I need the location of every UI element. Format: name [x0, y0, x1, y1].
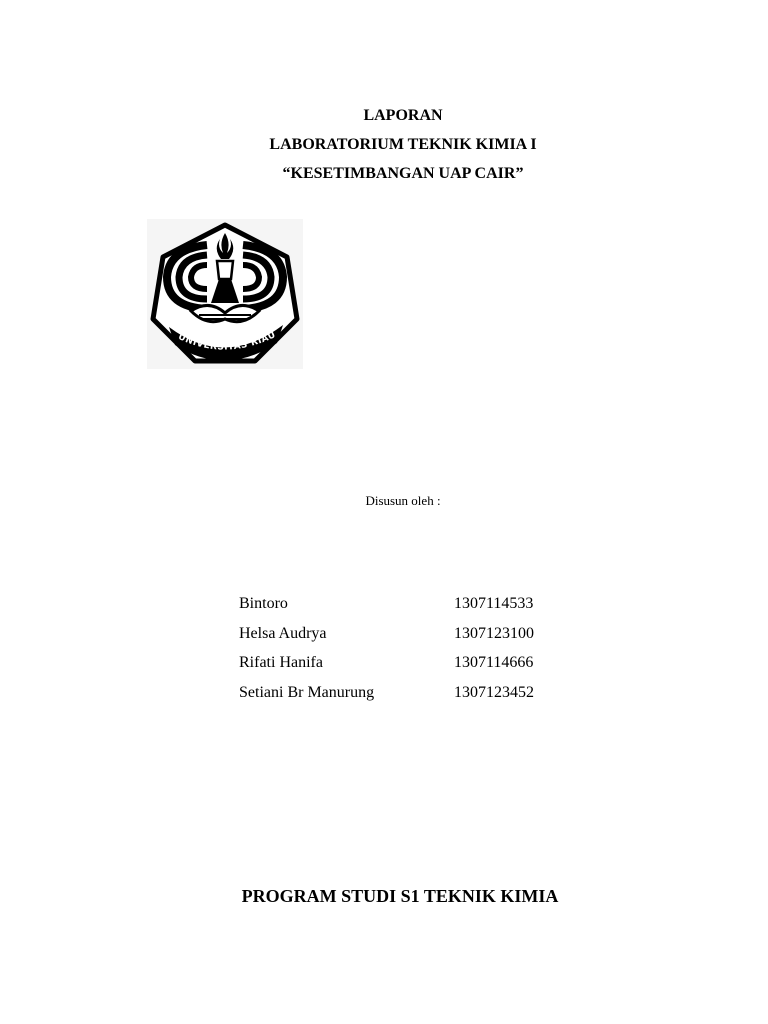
member-row [239, 651, 579, 681]
laboratory-name: LABORATORIUM TEKNIK KIMIA I [269, 136, 537, 153]
member-name: Helsa Audrya [239, 624, 327, 642]
member-list [239, 592, 579, 710]
author-label: Disusun oleh : [365, 493, 441, 508]
university-logo-icon [147, 219, 303, 369]
member-nim: 1307123452 [454, 683, 534, 701]
member-row [239, 681, 579, 711]
member-nim: 1307114533 [454, 595, 534, 612]
member-name: Setiani Br Manurung [239, 683, 375, 701]
member-row [239, 622, 579, 652]
member-nim: 1307123100 [454, 624, 534, 642]
study-program: PROGRAM STUDI S1 TEKNIK KIMIA [241, 886, 559, 906]
logo-ribbon-text: UNIVERSITAS RIAU [176, 330, 278, 353]
report-title-block [0, 101, 768, 188]
member-name: Bintoro [239, 595, 288, 612]
report-type: LAPORAN [363, 107, 443, 124]
member-name: Rifati Hanifa [239, 654, 323, 671]
member-row [239, 592, 579, 622]
experiment-title: “KESETIMBANGAN UAP CAIR” [282, 165, 524, 182]
member-nim: 1307114666 [454, 654, 534, 671]
